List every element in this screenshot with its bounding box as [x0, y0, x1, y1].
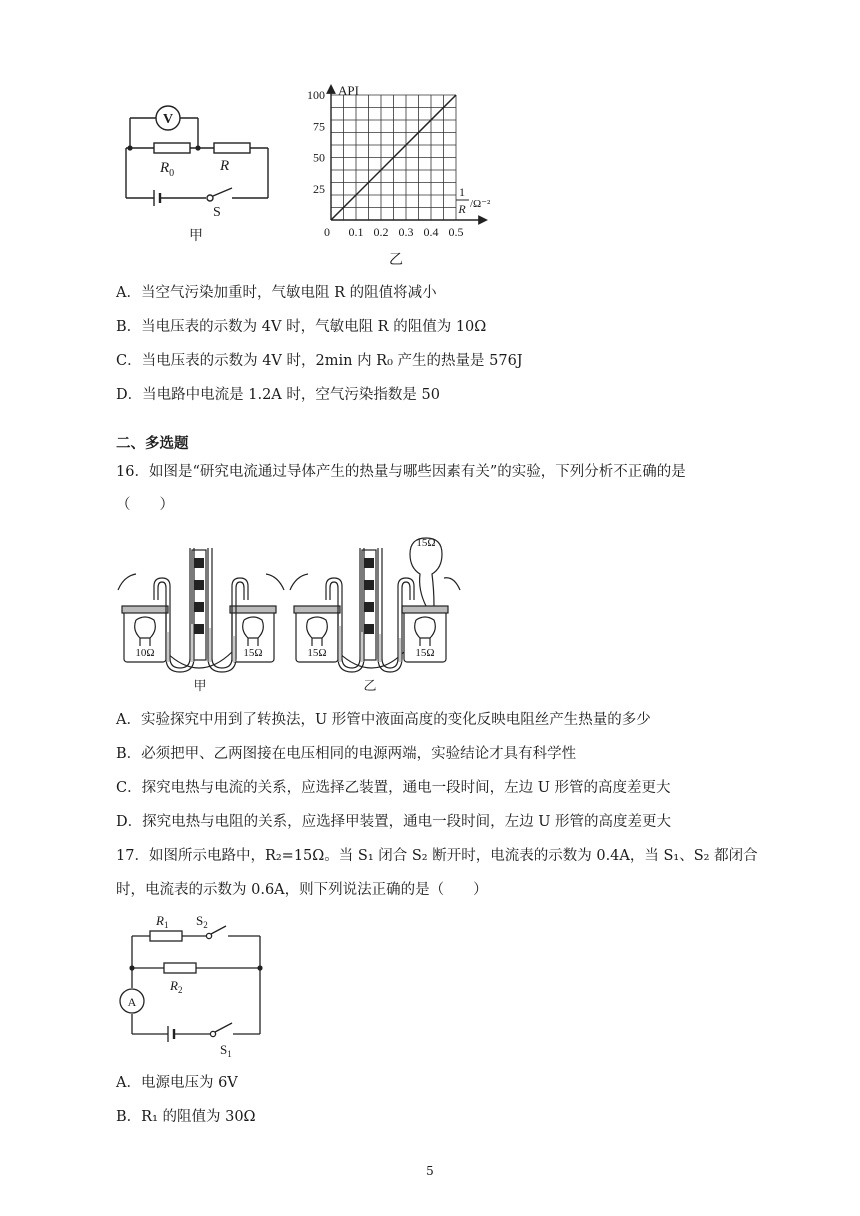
s1-label: $S_1$	[220, 1042, 232, 1059]
section-heading: 二、多选题	[116, 436, 189, 452]
ammeter-label: A	[127, 995, 137, 1009]
q16-experiment-figure	[114, 528, 464, 698]
q17-circuit-figure	[112, 910, 282, 1060]
r1-label: $R_1$	[156, 913, 169, 930]
r2-label: $R_2$	[170, 978, 183, 995]
circuit-jia-figure	[110, 92, 280, 252]
q15-option-d: D．当电路中电流是 1.2A 时，空气污染指数是 50	[116, 387, 440, 403]
svg-text:1: 1	[459, 185, 465, 199]
x-axis-label	[456, 185, 491, 216]
q15-option-b: B．当电压表的示数为 4V 时，气敏电阻 R 的阻值为 10Ω	[116, 319, 487, 335]
jia-left-resistor-label: 10Ω	[135, 647, 155, 659]
origin-label: 0	[324, 225, 330, 239]
q16-option-a: A．实验探究中用到了转换法，U 形管中液面高度的变化反映电阻丝产生热量的多少	[116, 712, 651, 728]
switch-label: S	[213, 205, 221, 220]
yi-parallel-resistor-label: 15Ω	[416, 537, 436, 549]
x-tick-label: 0.5	[448, 225, 464, 239]
q16-option-b: B．必须把甲、乙两图接在电压相同的电源两端，实验结论才具有科学性	[116, 746, 577, 762]
x-tick-label: 0.3	[398, 225, 414, 239]
q15-option-c: C．当电压表的示数为 4V 时，2min 内 R₀ 产生的热量是 576J	[116, 353, 523, 369]
figure-caption-jia: 甲	[189, 229, 203, 244]
q16-option-c: C．探究电热与电流的关系，应选择乙装置，通电一段时间，左边 U 形管的高度差更大	[116, 780, 671, 796]
x-tick-label: 0.4	[423, 225, 439, 239]
graph-yi-figure	[296, 80, 516, 270]
yi-left-resistor-label: 15Ω	[307, 647, 327, 659]
q17-option-a: A．电源电压为 6V	[116, 1075, 238, 1091]
y-tick-label: 25	[313, 181, 325, 196]
yi-right-resistor-label: 15Ω	[415, 647, 435, 659]
r0-label: $R_0$	[160, 160, 175, 179]
svg-text:/Ω⁻²: /Ω⁻²	[470, 198, 491, 210]
y-tick-label: 100	[307, 88, 325, 102]
figure-caption-jia-16: 甲	[193, 678, 207, 693]
figure-caption-yi-16: 乙	[363, 678, 377, 693]
svg-text:R: R	[458, 202, 466, 216]
q15-option-a: A．当空气污染加重时，气敏电阻 R 的阻值将减小	[116, 285, 437, 301]
x-tick-label: 0.1	[348, 225, 364, 239]
q17-stem-line1: 17．如图所示电路中，R₂=15Ω。当 S₁ 闭合 S₂ 断开时，电流表的示数为 0.4A，当 S₁、S₂ 都闭合	[116, 848, 758, 864]
jia-right-resistor-label: 15Ω	[243, 647, 263, 659]
s2-label: $S_2$	[196, 913, 208, 930]
figure-caption-yi: 乙	[389, 253, 403, 268]
x-tick-label: 0.2	[373, 225, 389, 239]
y-axis-label: API	[338, 83, 359, 98]
q17-stem-line2: 时，电流表的示数为 0.6A，则下列说法正确的是（ ）	[116, 882, 488, 898]
q16-stem-line2: （ ）	[116, 497, 174, 513]
y-tick-label: 50	[313, 150, 325, 165]
page-number: 5	[426, 1164, 434, 1178]
voltmeter-label: V	[162, 112, 174, 127]
y-tick-label: 75	[313, 119, 325, 134]
r-label: R	[220, 158, 230, 174]
q16-stem-line1: 16．如图是“研究电流通过导体产生的热量与哪些因素有关”的实验，下列分析不正确的是	[116, 464, 686, 480]
q16-option-d: D．探究电热与电阻的关系，应选择甲装置，通电一段时间，左边 U 形管的高度差更大	[116, 814, 672, 830]
q17-option-b: B．R₁ 的阻值为 30Ω	[116, 1109, 256, 1125]
